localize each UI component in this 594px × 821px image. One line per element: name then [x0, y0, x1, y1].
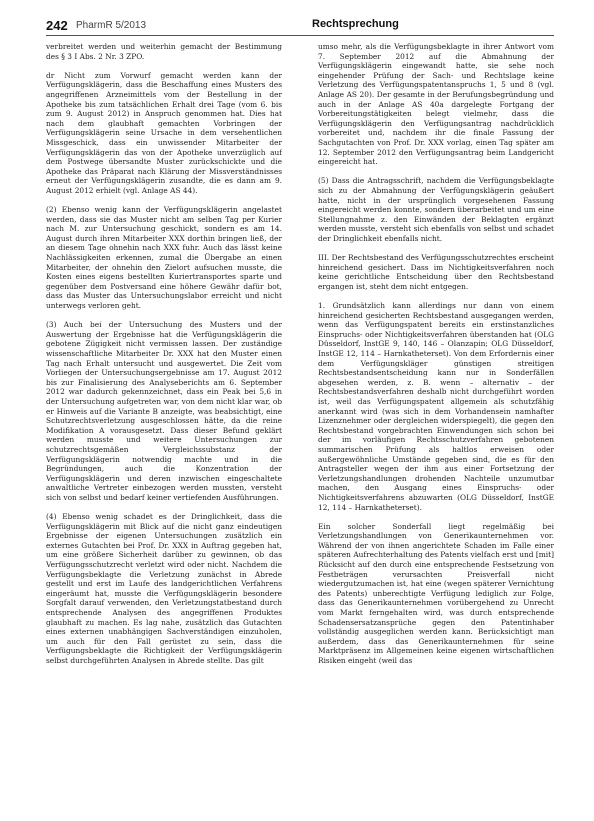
paragraph: umso mehr, als die Verfügungsbeklagte in ihrer Antwort vom 7. September 2012 auf die Abmahnung der Verfügungsklägerin eingewandt hatte, sie sehe noch eingehender Prüfung der Sach- und Rechtslage keine Verletzung des Verfügungspatentanspruchs 1, 5 und 8 (vgl. Anlage AS 20). Der gesamte in der Berufungsbegründung und auch in der Anlage AS 40a dargelegte Fortgang der Vorbereitungstätigkeiten belegt vielmehr, dass die Verfügungsklägerin den Verfügungsantrag nachdrücklich vorbereitet und, nachdem ihr die finale Fassung der Sachgutachten von Prof. Dr. XXX vorlag, einen Tag später am 12. September 2012 den Verfügungsantrag beim Landgericht eingereicht hat.: [318, 42, 554, 167]
paragraph: (2) Ebenso wenig kann der Verfügungsklägerin angelastet werden, dass sie das Muster nicht am selben Tag per Kurier nach M. zur Untersuchung geschickt, sondern es am 14. August durch ihren Mitarbeiter XXX dorthin bringen ließ, der an diesem Tage ohnehin nach XXX fuhr. Auch das lässt keine Nachlässigkeiten erkennen, zumal die Übergabe an einen Mitarbeiter, der ohnehin den Zielort aufsuchen musste, die Kosten eines eigens bestellten Kuriertransportes sparte und gegenüber dem Postversand eine höhere Gewähr dafür bot, dass das Muster das Untersuchungslabor erreicht und nicht unterwegs verloren geht.: [46, 205, 282, 311]
journal-name: PharmR 5/2013: [76, 20, 147, 31]
section-title: Rechtsprechung: [312, 18, 399, 30]
paragraph: 1. Grundsätzlich kann allerdings nur dann von einem hinreichend gesicherten Rechtsbestand ausgegangen werden, wenn das Verfügungspatent bereits ein erstinstanzliches Einspruchs- oder Nichtigkeitsverfahren überstanden hat (OLG Düsseldorf, InstGE 9, 140, 146 – Olanzapin; OLG Düsseldorf, InstGE 12, 114 – Harnkatheterset). Von dem Erfordernis einer dem Verfügungskläger günstigen streitigen Rechtsbestandsentscheidung kann nur in Sonderfällen abgesehen werden, z. B. wenn – alternativ – der Rechtsbestandsverfahren deshalb nicht durchgeführt worden ist, weil das Verfügungspatent allgemein als schutzfähig anerkannt wird (was sich in dem Vorhandensein namhafter Lizenznehmer oder dergleichen widerspiegelt), die gegen den Rechtsbestand vorgebrachten Einwendungen sich schon bei der im vorläufigen Rechtsschutzverfahren gebotenen summarischen Prüfung als haltlos erweisen oder außergewöhnliche Umstände gegeben sind, die es für den Antragsteller wegen der ihm aus einer Fortsetzung der Verletzungshandlungen drohenden Nachteile unzumutbar machen, den Ausgang eines Einspruchs- oder Nichtigkeitsverfahrens abzuwarten (OLG Düsseldorf, InstGE 12, 114 – Harnkatheterset).: [318, 301, 554, 512]
page-number: 242: [46, 18, 68, 33]
paragraph: Ein solcher Sonderfall liegt regelmäßig bei Verletzungshandlungen von Generikaunternehmen vor. Während der von ihnen angerichtete Schaden im Falle einer späteren Aufrechterhaltung des Patents vielfach erst und [mit] Rücksicht auf den durch eine entsprechende Festsetzung von Festbeträgen verursachten Preisverfall nicht wiedergutzumachen ist, hat eine (wegen späterer Vernichtung des Patents) unberechtigte Verfügung lediglich zur Folge, dass das Generikaunternehmen vorübergehend zu Unrecht vom Markt ferngehalten wird, was durch entsprechende Schadensersatzansprüche gegen den Patentinhaber vollständig ausgeglichen werden kann. Berücksichtigt man außerdem, dass das Generikaunternehmen für seine Marktpräsenz im Allgemeinen keine eigenen wirtschaftlichen Risiken eingeht (weil das: [318, 521, 554, 665]
paragraph: (5) Dass die Antragsschrift, nachdem die Verfügungsbeklagte sich zu der Abmahnung der Verfügungsklägerin geäußert hatte, nicht in der ursprünglich vorgesehenen Fassung eingereicht werden konnte, sondern überarbeitet und um eine Stellungnahme z. den Einwänden der Beklagten ergänzt werden musste, versteht sich ebenfalls von selbst und schadet der Dringlichkeit ebenfalls nicht.: [318, 176, 554, 243]
paragraph: dr Nicht zum Vorwurf gemacht werden kann der Verfügungsklägerin, dass die Beschaffung eines Musters des angegriffenen Arzneimittels vom der Bestellung in der Apotheke bis zum tatsächlichen Erhalt drei Tage (vom 6. bis zum 9. August 2012) in Anspruch genommen hat. Dies hat nach dem glaubhaft gemachten Vorbringen der Verfügungsklägerin seine Ursache in dem versehentlichen Missgeschick, dass ein unwissender Mitarbeiter der Verfügungsklägerin das von der Apotheke unverzüglich auf dem Postwege übersandte Muster zurückschickte und die Apotheke das Präparat nach Klärung der Missverständnisses erneut der Verfügungsklägerin zusandte, die es dann am 9. August 2012 erhielt (vgl. Anlage AS 44).: [46, 70, 282, 195]
page-header: [46, 16, 554, 36]
left-column: [46, 42, 282, 812]
right-column: [318, 42, 554, 812]
paragraph: verbreitet werden und weiterhin gemacht der Bestimmung des § 3 I Abs. 2 Nr. 3 ZPO.: [46, 42, 282, 61]
header-rule: [46, 35, 554, 36]
paragraph: (4) Ebenso wenig schadet es der Dringlichkeit, dass die Verfügungsklägerin mit Blick auf die nicht ganz eindeutigen Ergebnisse der eigenen Untersuchungen zusätzlich ein externes Gutachten bei Prof. Dr. XXX in Auftrag gegeben hat, um eine größere Sicherheit darüber zu gewinnen, ob das Verfügungsschutzrecht verletzt wird oder nicht. Nachdem die Verfügungsbeklagte die Verletzung zunächst in Abrede gestellt und erst im Laufe des landgerichtlichen Verfahrens eingeräumt hat, musste die Verfügungsklägerin besondere Sorgfalt darauf verwenden, den Verletzungstatbestand durch entsprechende Analysen des angegriffenen Produktes glaubhaft zu machen. Es lag nahe, zusätzlich das Gutachten eines externen unabhängigen Sachverständigen einzuholen, um auch für den Fall gerüstet zu sein, dass die Verfügungsbeklagte die Richtigkeit der Verfügungsklägerin selbst durchgeführten Analysen in Abrede stellte. Das gilt: [46, 512, 282, 665]
paragraph: (3) Auch bei der Untersuchung des Musters und der Auswertung der Ergebnisse hat die Verfügungsklägerin die gebotene Zügigkeit nicht vermissen lassen. Der zuständige wissenschaftliche Mitarbeiter Dr. XXX hat den Muster einen Tag nach Erhalt untersucht und ausgewertet. Die Zeit vom Vorliegen der Untersuchungsergebnisse am 17. August 2012 bis zur Finalisierung des Analyseberichts am 6. September 2012 war dadurch gekennzeichnet, dass ein Peak bei 5,6 in der Untersuchung aufgetreten war, von dem nicht klar war, ob er Hinweis auf die Variante B anzeigte, was beabsichtigt, eine Schutzrechtsverletzung ausgeschlossen hätte, da die reine Modifikation A vorausgesetzt. Dass dieser Befund geklärt werden musste und weitere Untersuchungen zur schutzrechtsgemäßen Vergleichssubstanz der Verfügungsklägerin notwendig machte und in die Begründungen, auch die Konzentration der Verfügungsklägerin und deren inzwischen eingeschaltete anwaltliche Vertreter einbezogen werden mussten, versteht sich von selbst und bedarf keiner vertiefenden Ausführungen.: [46, 320, 282, 502]
paragraph: III. Der Rechtsbestand des Verfügungsschutzrechtes erscheint hinreichend gesichert. Dass im Nichtigkeitsverfahren noch keine gerichtliche Entscheidung über den Rechtsbestand ergangen ist, steht dem nicht entgegen.: [318, 253, 554, 291]
